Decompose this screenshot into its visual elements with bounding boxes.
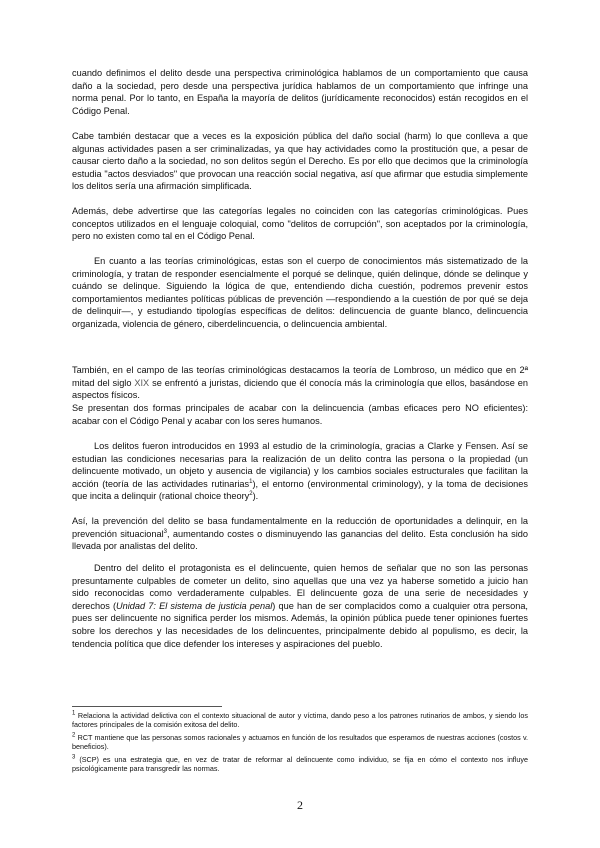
footnote-1-text: Relaciona la actividad delictiva con el contexto situacional de autor y víctima, dando peso a los patrones rutinarios de ambos, y siendo los factores principales de la comisión exitosa del delito. xyxy=(72,711,529,730)
footnote-2-mark: 2 xyxy=(72,732,76,739)
footnote-1-mark: 1 xyxy=(72,710,76,717)
page-number: 2 xyxy=(297,798,303,812)
footnote-ref-1[interactable]: 1 xyxy=(249,478,253,485)
footnote-ref-2[interactable]: 2 xyxy=(249,491,253,498)
footnote-3-mark: 3 xyxy=(72,754,76,761)
paragraph-social-harm: Cabe también destacar que a veces es la exposición pública del daño social (harm) lo que conlleva a que algunas actividades pasen a ser criminalizadas, ya que hay actividades como la prostitución que, a pesar de causar cierto daño a la sociedad, no son delitos según el Derecho. Es por ello que decimos que la criminología estudia "actos desviados" que provocan una reacción social negativa, así que afirmar que estudia simplemente los delitos sería una afirmación simplificada. xyxy=(72,131,528,192)
footnote-ref-3[interactable]: 3 xyxy=(163,528,168,535)
lombroso-text-a: También, en el campo de las teorías criminológicas destacamos la teoría de Lombroso, un médico que en 2ª mitad del siglo xyxy=(72,365,528,388)
paragraph-crime-study xyxy=(72,440,528,503)
footnote-3 xyxy=(72,755,528,774)
paragraph-offender xyxy=(72,562,528,650)
offender-text-b: ) que han de ser complacidos como a cualquier otra persona, pues ser delincuente no significa perder los mismos. Además, la opinión pública puede tener opiniones fuertes sobre los derechos y las necesidades de los delincuentes, principalmente debido al populismo, es decir, la tendencia política que dice defender los intereses y aspiraciones del pueblo. xyxy=(72,600,528,649)
footnote-2 xyxy=(72,733,528,752)
footnote-3-text: (SCP) es una estrategia que, en vez de tratar de reformar al delincuente como individuo, se fija en cómo el contexto nos influye psicológicamente para transgredir las normas. xyxy=(72,755,528,774)
footnote-separator xyxy=(72,706,222,707)
crime-study-text-c: ). xyxy=(252,491,259,502)
footnote-1 xyxy=(72,711,528,730)
crime-study-text-a: Los delitos fueron introducidos en 1993 al estudio de la criminología, gracias a Clarke y Fensen. Así se estudian las condiciones necesarias para la realización de un delito contra las persona o la propiedad (un delincuente motivado, un objeto y ausencia de vigilancia) y los cambios sociales estructurales que facilitan la acción (teoría de las actividades rutinarias xyxy=(72,441,528,489)
prevention-text-b: , aumentando costes o disminuyendo las ganancias del delito. Esta conclusión ha sido llevada por analistas del delito. xyxy=(72,528,528,552)
paragraph-criminological-theories: En cuanto a las teorías criminológicas, estas son el cuerpo de conocimientos más sistematizado de la criminología, y tratan de responder esencialmente el porqué se delinque, quién delinque, dónde se delinque y cuándo se delinque. Siguiendo la lógica de que, entendiendo dicha cuestión, podremos prevenir estos comportamientos mediantes políticas públicas de prevención —respondiendo a la cuestión de por qué se deja de delinquir—, y estudiando tipologías específicas de delitos: delincuencia de guante blanco, delincuencia organizada, violencia de género, ciberdelincuencia, o delincuencia ambiental. xyxy=(72,256,528,329)
paragraph-lombroso xyxy=(72,364,528,402)
paragraph-legal-categories: Además, debe advertirse que las categorías legales no coinciden con las categorías criminológicas. Pues conceptos utilizados en el lenguaje coloquial, como "delitos de corrupción", son aceptados por la criminología, pero no existen como tal en el Código Penal. xyxy=(72,206,528,242)
footnote-2-text: RCT mantiene que las personas somos racionales y actuamos en función de los resultados que esperamos de nuestras acciones (costos v. beneficios). xyxy=(72,733,529,752)
prevention-text-a: Así, la prevención del delito se basa fundamentalmente en la reducción de oportunidades a delinquir, en la prevención situacional xyxy=(72,516,528,539)
paragraph-criminological-definition: cuando definimos el delito desde una perspectiva criminológica hablamos de un comportamiento que causa daño a la sociedad, pero desde una perspectiva jurídica hablamos de un comportamiento que infringe una norma penal. Por lo tanto, en España la mayoría de delitos (jurídicamente reconocidos) están recogidos en el Código Penal. xyxy=(72,68,528,116)
lombroso-text-b: se enfrentó a juristas, diciendo que él conocía más la criminología que ellos, basándose en aspectos físicos. xyxy=(72,377,528,401)
paragraph-prevention xyxy=(72,515,528,553)
unit-7-reference: Unidad 7: El sistema de justicia penal xyxy=(116,600,273,611)
paragraph-two-forms: Se presentan dos formas principales de acabar con la delincuencia (ambas eficaces pero NO eficientes): acabar con el Código Penal y acabar con los seres humanos. xyxy=(72,403,528,426)
century-numeral: XIX xyxy=(134,377,150,388)
offender-text-a: Dentro del delito el protagonista es el delincuente, quien hemos de señalar que no son las personas presuntamente culpables de cometer un delito, sino aquellas que una vez ya haberse sometido a juicio han sido reconocidas como verdaderamente culpables. El delincuente goza de una serie de necesidades y derechos ( xyxy=(72,563,528,611)
crime-study-text-b: ), el entorno (environmental criminology), y la toma de decisiones que incita a delinquir (rational choice theory xyxy=(72,478,528,502)
